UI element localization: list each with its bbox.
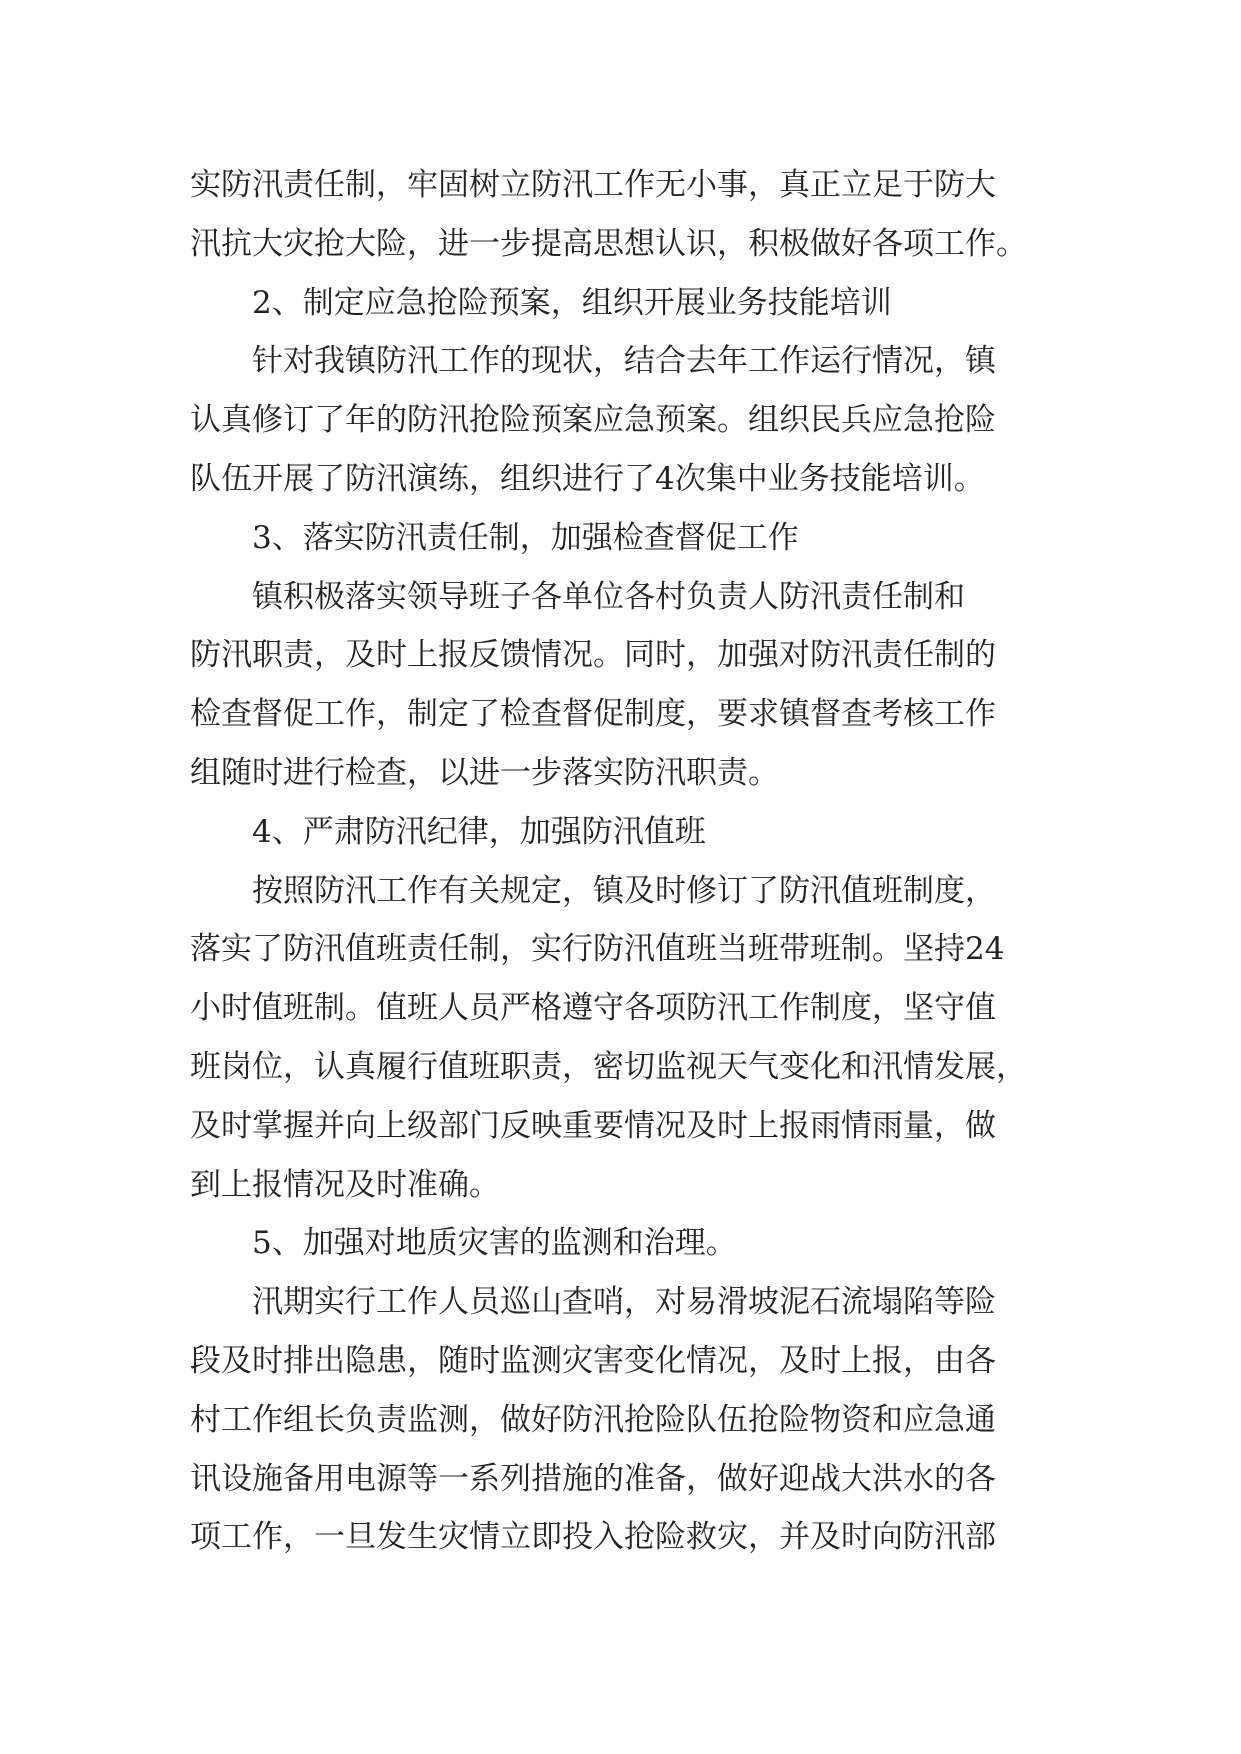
paragraph-line: 班岗位，认真履行值班职责，密切监视天气变化和汛情发展， — [190, 1048, 1027, 1085]
paragraph-line: 队伍开展了防汛演练，组织进行了4次集中业务技能培训。 — [190, 460, 985, 497]
paragraph-line: 项工作，一旦发生灾情立即投入抢险救灾，并及时向防汛部 — [190, 1519, 996, 1556]
paragraph-line: 汛抗大灾抢大险，进一步提高思想认识，积极做好各项工作。 — [190, 225, 1027, 262]
paragraph-line: 讯设施备用电源等一系列措施的准备，做好迎战大洪水的各 — [190, 1460, 996, 1497]
paragraph-line: 组随时进行检查，以进一步落实防汛职责。 — [190, 754, 779, 791]
paragraph-line: 到上报情况及时准确。 — [190, 1166, 500, 1203]
paragraph-line: 认真修订了年的防汛抢险预案应急预案。组织民兵应急抢险 — [190, 402, 996, 439]
paragraph-first-line: 5、加强对地质灾害的监测和治理。 — [252, 1225, 737, 1262]
paragraph-line: 防汛职责，及时上报反馈情况。同时，加强对防汛责任制的 — [190, 637, 996, 674]
paragraph-first-line: 镇积极落实领导班子各单位各村负责人防汛责任制和 — [252, 578, 965, 615]
paragraph-first-line: 4、严肃防汛纪律，加强防汛值班 — [252, 813, 706, 850]
paragraph-first-line: 针对我镇防汛工作的现状，结合去年工作运行情况，镇 — [252, 343, 996, 380]
paragraph-first-line: 3、落实防汛责任制，加强检查督促工作 — [252, 519, 799, 556]
body-text — [190, 156, 1070, 1567]
paragraph-first-line: 汛期实行工作人员巡山查哨，对易滑坡泥石流塌陷等险 — [252, 1284, 996, 1321]
paragraph-line: 检查督促工作，制定了检查督促制度，要求镇督查考核工作 — [190, 696, 996, 733]
paragraph-line: 村工作组长负责监测，做好防汛抢险队伍抢险物资和应急通 — [190, 1401, 996, 1438]
paragraph-line: 小时值班制。值班人员严格遵守各项防汛工作制度，坚守值 — [190, 990, 996, 1027]
paragraph-line: 实防汛责任制，牢固树立防汛工作无小事，真正立足于防大 — [190, 167, 996, 203]
paragraph-first-line: 2、制定应急抢险预案，组织开展业务技能培训 — [252, 284, 892, 321]
paragraph-line: 段及时排出隐患，随时监测灾害变化情况，及时上报，由各 — [190, 1342, 996, 1379]
paragraph-first-line: 按照防汛工作有关规定，镇及时修订了防汛值班制度， — [252, 872, 996, 909]
paragraph-line: 落实了防汛值班责任制，实行防汛值班当班带班制。坚持24 — [190, 931, 1005, 968]
paragraph-line: 及时掌握并向上级部门反映重要情况及时上报雨情雨量，做 — [190, 1107, 996, 1144]
